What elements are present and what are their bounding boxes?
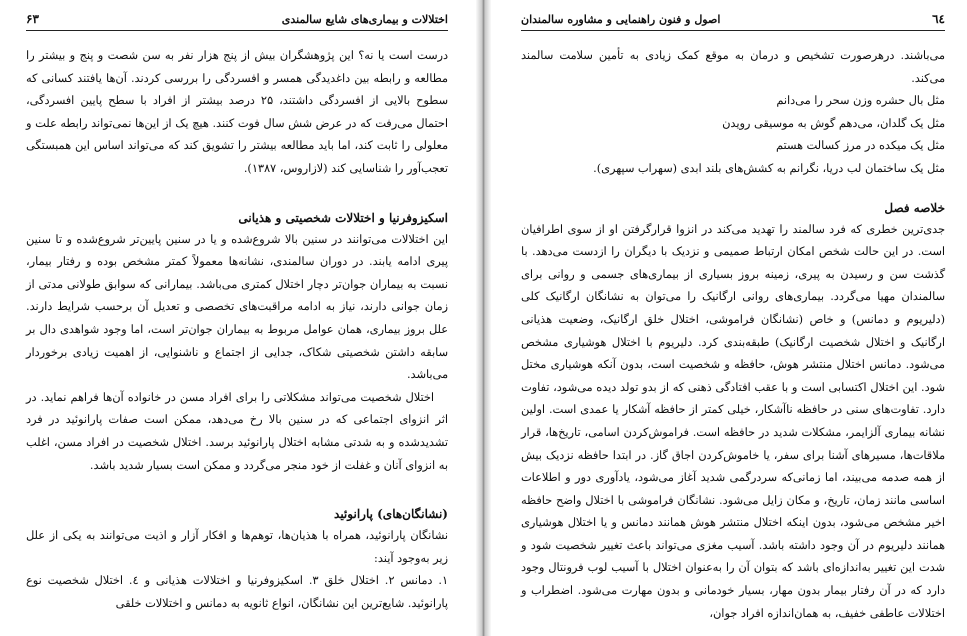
section1-paragraph-1: این اختلالات می‌توانند در سنین بالا شروع‌شده و یا در سنین پایین‌تر شروع‌شده و تا سنین پیری ادامه یابند. در دوران سالمندی، نشانه‌ها معمولاً کمتر مشخص بوده و رفتار بیمار، نسبت به بیماران جوان‌تر دچار اختلال کمتری می‌باشد. بیمارانی که سوابق طولانی مدتی از زمان جوانی دارند، نیاز به ادامه مراقبت‌های تخصصی و تعدیل آن برحسب شرایط دارند. علل بروز بیماری، همان عوامل مربوط به بیماران جوان‌تر است، اما وجود شواهدی دال بر سابقه داشتن شخصیتی شکاک، جدایی از اجتماع و ناشنوایی، از اهمیت زیادی برخوردار می‌باشد. (26, 232, 448, 382)
poem-verse: مثل یک گلدان، می‌دهم گوش به موسیقی رویدن (722, 116, 945, 130)
right-header-title: اصول و فنون راهنمایی و مشاوره سالمندان (521, 12, 721, 26)
chapter-summary-title: خلاصه فصل (884, 200, 945, 215)
book-spine (476, 0, 491, 636)
right-page-body (521, 31, 945, 625)
poem-verse: مثل یک میکده در مرز کسالت هستم (776, 139, 945, 153)
right-page-number: ٦٤ (932, 12, 945, 26)
section2-paragraph-2: ۱. دمانس ۲. اختلال خلق ۳. اسکیزوفرنیا و اختلالات هذیانی و ٤. اختلال شخصیت نوع پارانوئید. شایع‌ترین این نشانگان، انواع ثانویه به دمانس و اختلالات خلقی (26, 574, 449, 610)
left-page-body (26, 31, 448, 615)
right-page (491, 0, 967, 636)
section2-paragraph-1: نشانگان پارانوئید، همراه با هذیان‌ها، توهم‌ها و افکار آزار و اذیت می‌توانند به یکی از علل زیر به‌وجود آیند: (26, 529, 448, 565)
left-intro-paragraph: درست است یا نه؟ این پژوهشگران بیش از پنج هزار نفر به سن شصت و پنج و بیشتر را مطالعه و رابطه بین داغدیدگی همسر و افسردگی را بررسی کردند. آن‌ها یافتند کسانی که سطوح بالایی از افسردگی داشتند، ۲۵ درصد بیشتر از افراد با سطح پایین افسردگی، احتمال می‌رفت که در عرض شش سال فوت کنند. هیچ یک از این‌ها نمی‌تواند رابطه علت و معلولی را ثابت کند، اما باید مطالعه بیشتر را تشویق کند که می‌تواند اساس این همبستگی تعجب‌آور را شناسایی کند (لازاروس، ۱۳۸۷). (26, 49, 449, 175)
left-page-number: ۶۳ (26, 12, 39, 26)
left-page-header (26, 8, 448, 31)
section-title-schizophrenia: اسکیزوفرنیا و اختلالات شخصیتی و هذیانی (238, 210, 448, 225)
poem-verse: مثل بال حشره وزن سحر را می‌دانم (776, 94, 945, 108)
section-title-paranoid: (نشانگان‌های) پارانوئید (334, 507, 448, 522)
chapter-summary-paragraph: جدی‌ترین خطری که فرد سالمند را تهدید می‌کند در انزوا قرارگرفتن او از سوی اطرافیان است. در این حالت شخص امکان ارتباط صمیمی و نزدیک با دیگران را ازدست می‌دهد. با گذشت سن و رسیدن به پیری، زمینه بروز بسیاری از بیماری‌های جسمی و روانی برای سالمندان مهیا می‌گردد. بیماری‌های روانی ارگانیک را می‌توان به نشانگان ارگانیک کلی (دلیریوم و دمانس) و خاص (نشانگان فراموشی، اختلال خلق ارگانیک، وضعیت هذیانی ارگانیک و اختلال شخصیت ارگانیک) طبقه‌بندی کرد. دلیریوم با اختلال هوشیاری مشخص می‌شود. دمانس اختلال منتشر هوش، حافظه و شخصیت است، بدون آنکه هوشیاری مختل شود. این اختلال اکتسابی است و با عقب افتادگی ذهنی که از بدو تولد دیده می‌شود، تفاوت دارد. تفاوت‌های سنی در حافظه ناآشکار، خیلی کمتر از حافظه آشکار یا عمدی است. اولین نشانه بیماری آلزایمر، مشکلات شدید در حافظه است. فراموش‌کردن اسامی، تاریخ‌ها، قرار ملاقات‌ها، مسیرهای آشنا برای سفر، یا خاموش‌کردن اجاق گاز. در ابتدا حافظه نزدیک بیش از همه صدمه می‌بیند، اما زمانی‌که سردرگمی شدید آغاز می‌شود، یادآوری دور و اطلاعات اساسی مانند زمان، تاریخ، و مکان زایل می‌شود. نشانگان فراموشی با اختلال واضح حافظه اخیر مشخص می‌شود، بدون اینکه اختلال منتشر هوش همانند دمانس و یا اختلال هوشیاری همانند دلیریوم در آن وجود داشته باشد. آسیب مغزی می‌تواند باعث تغییر شخصیت شود و شدت این تغییر به‌اندازه‌ای باشد که بتوان آن را به‌عنوان اختلال با آسیب لوب فرونتال وجود دارد که در آن رفتار بیمار بدون مهار، بسیار خودمانی و بدون مهارت می‌شود. اضطراب و اختلالات عاطفی خفیف، به همان‌اندازه افراد جوان، (521, 222, 945, 620)
left-page (0, 0, 476, 636)
right-intro-text: می‌باشند. درهرصورت تشخیص و درمان به موقع کمک زیادی به تأمین سلامت سالمند می‌کند. (521, 49, 945, 85)
right-page-header (521, 8, 945, 31)
poem-verse: مثل یک ساختمان لب دریا، نگرانم به کشش‌های بلند ابدی (سهراب سپهری). (593, 161, 945, 175)
left-header-title: اختلالات و بیماری‌های شایع سالمندی (281, 12, 448, 26)
section1-paragraph-2: اختلال شخصیت می‌تواند مشکلاتی را برای افراد مسن در خانواده آن‌ها فراهم نماید. در اثر انزوای اجتماعی که در سنین بالا رخ می‌دهد، ممکن است صفات پارانوئید در فرد تشدیدشده و به شدتی مشابه اختلال پارانوئید برسد. اختلال شخصیت در افراد مسن، اغلب به انزوای آنان و غفلت از خود منجر می‌گردد و ممکن است بسیار شدید باشد. (26, 390, 448, 472)
